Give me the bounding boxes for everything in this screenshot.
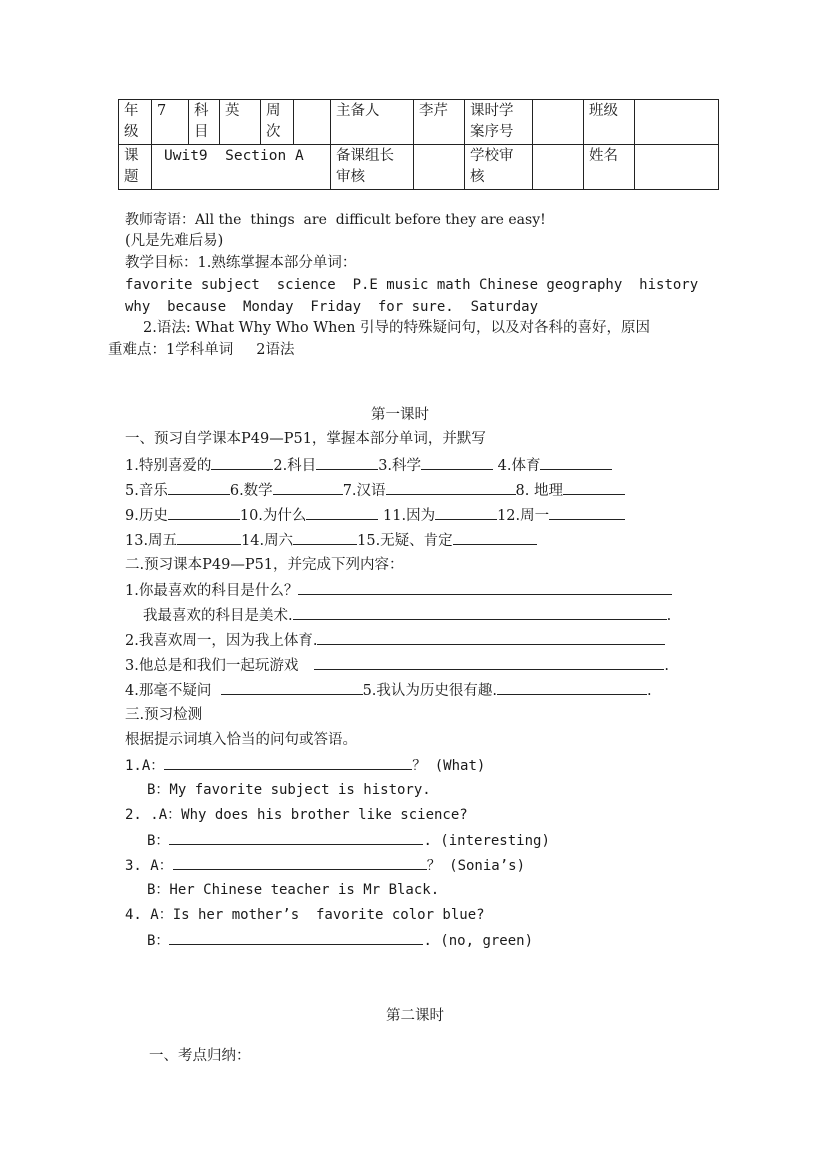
translate-prompt: 1.你最喜欢的科目是什么？ bbox=[125, 583, 299, 599]
vocab-blank[interactable] bbox=[211, 455, 273, 470]
qa-line-3: 2. .A：Why does his brother like science? bbox=[125, 807, 468, 823]
lesson-1-part2-title: 二.预习课本P49—P51，并完成下列内容： bbox=[125, 557, 404, 573]
cell-lesson-no-value bbox=[533, 100, 584, 145]
translate-blank[interactable] bbox=[314, 655, 664, 670]
translate-blank[interactable] bbox=[298, 580, 672, 595]
lesson-1-part3-instruction: 根据提示词填入恰当的问句或答语。 bbox=[125, 732, 357, 748]
vocab-blank[interactable] bbox=[306, 505, 378, 520]
qa-hint: ？ (What) bbox=[412, 758, 486, 774]
qa-line-6: B：Her Chinese teacher is Mr Black. bbox=[147, 882, 440, 898]
qa-blank[interactable] bbox=[169, 830, 423, 845]
qa-blank[interactable] bbox=[164, 755, 412, 770]
cell-review-value bbox=[414, 145, 465, 190]
vocab-item: 1.特别喜爱的 bbox=[125, 458, 212, 474]
cell-week-label: 周次 bbox=[261, 100, 294, 145]
qa-hint: . (interesting) bbox=[423, 833, 550, 849]
translate-blank[interactable] bbox=[497, 680, 647, 695]
cell-preparer-value: 李芹 bbox=[414, 100, 465, 145]
translate-line-2: 我最喜欢的科目是美术. . bbox=[143, 605, 671, 626]
qa-line-2: B：My favorite subject is history. bbox=[147, 782, 431, 798]
vocab-item: 2.科目 bbox=[273, 458, 317, 474]
teacher-motto: 教师寄语：All the things are difficult before they are easy! bbox=[125, 212, 546, 228]
vocab-row-1 bbox=[125, 455, 612, 476]
vocab-blank[interactable] bbox=[453, 530, 537, 545]
cell-name-label: 姓名 bbox=[584, 145, 635, 190]
key-points: 重难点：1学科单词 2语法 bbox=[108, 342, 295, 358]
vocab-item: 7.汉语 bbox=[342, 483, 386, 499]
translate-prompt: 3.他总是和我们一起玩游戏 bbox=[125, 658, 299, 674]
vocab-item: 14.周六 bbox=[241, 533, 294, 549]
vocab-blank[interactable] bbox=[273, 480, 343, 495]
vocab-item: 15.无疑、肯定 bbox=[357, 533, 453, 549]
cell-topic-value: Uwit9 Section A bbox=[152, 145, 331, 190]
vocab-blank[interactable] bbox=[386, 480, 516, 495]
lesson-2-part1-title: 一、考点归纳： bbox=[149, 1048, 251, 1064]
cell-topic-label: 课题 bbox=[119, 145, 152, 190]
vocab-words-line-2: why because Monday Friday for sure. Saturday bbox=[125, 299, 539, 315]
vocab-blank[interactable] bbox=[563, 480, 625, 495]
qa-line-7: 4. A：Is her mother’s favorite color blue? bbox=[125, 907, 485, 923]
vocab-blank[interactable] bbox=[293, 530, 357, 545]
header-table bbox=[118, 99, 719, 190]
qa-blank[interactable] bbox=[169, 930, 423, 945]
cell-class-value bbox=[635, 100, 719, 145]
cell-week-value bbox=[294, 100, 331, 145]
header-row-1 bbox=[119, 100, 719, 145]
cell-subject-value: 英 bbox=[220, 100, 261, 145]
translate-line-3 bbox=[125, 630, 665, 651]
translate-blank[interactable] bbox=[221, 680, 363, 695]
translate-prompt: 我最喜欢的科目是美术. bbox=[143, 608, 293, 624]
qa-label: 1.A： bbox=[125, 758, 165, 774]
translate-prompt: 2.我喜欢周一，因为我上体育. bbox=[125, 633, 318, 649]
lesson-1-part3-title: 三.预习检测 bbox=[125, 707, 203, 723]
vocab-row-3 bbox=[125, 505, 625, 526]
vocab-item: 13.周五 bbox=[125, 533, 178, 549]
vocab-blank[interactable] bbox=[177, 530, 241, 545]
cell-review-label: 备课组长审核 bbox=[331, 145, 414, 190]
vocab-blank[interactable] bbox=[435, 505, 497, 520]
qa-line-4 bbox=[147, 830, 550, 851]
vocab-blank[interactable] bbox=[168, 505, 240, 520]
translate-blank[interactable] bbox=[293, 605, 667, 620]
qa-line-1 bbox=[125, 755, 485, 776]
vocab-item: 12.周一 bbox=[497, 508, 550, 524]
qa-label: B： bbox=[147, 833, 170, 849]
header-row-2 bbox=[119, 145, 719, 190]
vocab-blank[interactable] bbox=[421, 455, 493, 470]
qa-line-5 bbox=[125, 855, 525, 876]
vocab-item: 10.为什么 bbox=[239, 508, 307, 524]
grammar-goal: 2.语法: What Why Who When 引导的特殊疑问句，以及对各科的喜好，原因 bbox=[143, 320, 651, 336]
translate-prompt: 4.那毫不疑问 bbox=[125, 683, 212, 699]
translate-blank[interactable] bbox=[317, 630, 665, 645]
cell-lesson-no-label: 课时学案序号 bbox=[465, 100, 533, 145]
vocab-item: 9.历史 bbox=[125, 508, 168, 524]
vocab-blank[interactable] bbox=[168, 480, 230, 495]
vocab-row-2 bbox=[125, 480, 625, 501]
vocab-item: 11.因为 bbox=[383, 508, 436, 524]
vocab-item: 3.科学 bbox=[378, 458, 422, 474]
lesson-1-part1-title: 一、预习自学课本P49—P51，掌握本部分单词，并默写 bbox=[125, 431, 486, 447]
translate-line-1 bbox=[125, 580, 672, 601]
teacher-motto-cn: (凡是先难后易) bbox=[125, 233, 224, 249]
translate-prompt: 5.我认为历史很有趣. bbox=[362, 683, 498, 699]
vocab-blank[interactable] bbox=[549, 505, 625, 520]
lesson-2-title: 第二课时 bbox=[386, 1008, 444, 1024]
qa-hint: ？ (Sonia’s) bbox=[426, 858, 526, 874]
cell-grade-label: 年级 bbox=[119, 100, 152, 145]
vocab-item: 5.音乐 bbox=[125, 483, 168, 499]
translate-line-4: 3.他总是和我们一起玩游戏 . bbox=[125, 655, 669, 676]
qa-label: B： bbox=[147, 933, 170, 949]
cell-grade-value: 7 bbox=[152, 100, 189, 145]
vocab-blank[interactable] bbox=[316, 455, 378, 470]
qa-hint: . (no, green) bbox=[423, 933, 534, 949]
qa-blank[interactable] bbox=[173, 855, 427, 870]
cell-school-value bbox=[533, 145, 584, 190]
cell-name-value bbox=[635, 145, 719, 190]
cell-preparer-label: 主备人 bbox=[331, 100, 414, 145]
lesson-1-title: 第一课时 bbox=[371, 407, 429, 423]
vocab-words-line-1: favorite subject science P.E music math Chinese geography history bbox=[125, 277, 699, 293]
vocab-item: 8. 地理 bbox=[515, 483, 563, 499]
vocab-blank[interactable] bbox=[540, 455, 612, 470]
vocab-item: 6.数学 bbox=[229, 483, 273, 499]
qa-label: 3. A： bbox=[125, 858, 173, 874]
teaching-goal-title: 教学目标：1.熟练掌握本部分单词： bbox=[125, 255, 357, 271]
vocab-item: 4.体育 bbox=[497, 458, 541, 474]
translate-line-5: 4.那毫不疑问 5.我认为历史很有趣. . bbox=[125, 680, 652, 701]
vocab-row-4 bbox=[125, 530, 537, 551]
cell-school-label: 学校审核 bbox=[465, 145, 533, 190]
qa-line-8 bbox=[147, 930, 533, 951]
cell-subject-label: 科目 bbox=[189, 100, 220, 145]
cell-class-label: 班级 bbox=[584, 100, 635, 145]
